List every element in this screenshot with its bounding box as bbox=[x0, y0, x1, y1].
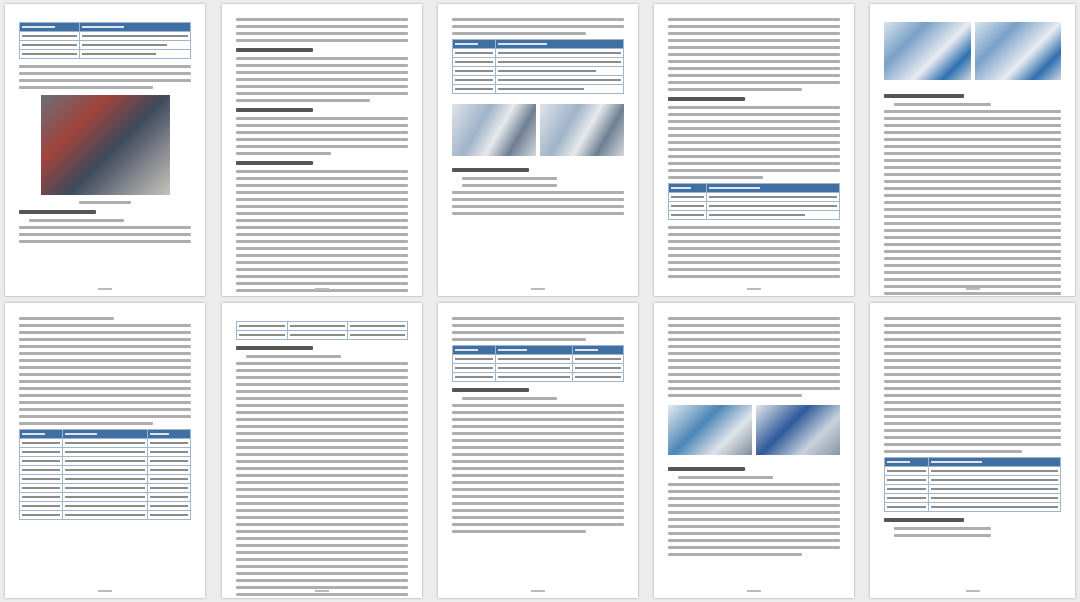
document-page-6[interactable] bbox=[5, 303, 205, 598]
workers-photo bbox=[41, 95, 170, 195]
document-page-10[interactable] bbox=[870, 303, 1075, 598]
equipment-photo-right bbox=[975, 22, 1062, 80]
document-page-8[interactable] bbox=[438, 303, 638, 598]
equipment-photo-left bbox=[884, 22, 971, 80]
page-number bbox=[98, 288, 112, 290]
lab-photo-right bbox=[540, 104, 624, 156]
document-page-2[interactable] bbox=[222, 4, 422, 296]
page-number bbox=[531, 590, 545, 592]
document-page-1[interactable] bbox=[5, 4, 205, 296]
meter-photo bbox=[756, 405, 840, 455]
page-number bbox=[531, 288, 545, 290]
page-number bbox=[747, 590, 761, 592]
page-table bbox=[452, 39, 624, 94]
lab-photo-left bbox=[452, 104, 536, 156]
page-number bbox=[315, 288, 329, 290]
document-page-4[interactable] bbox=[654, 4, 854, 296]
page-table bbox=[19, 22, 191, 59]
page-table bbox=[452, 345, 624, 382]
document-page-5[interactable] bbox=[870, 4, 1075, 296]
page-number bbox=[98, 590, 112, 592]
document-page-7[interactable] bbox=[222, 303, 422, 598]
page-number bbox=[966, 288, 980, 290]
page-table bbox=[668, 183, 840, 220]
document-page-9[interactable] bbox=[654, 303, 854, 598]
page-number bbox=[315, 590, 329, 592]
page-number bbox=[747, 288, 761, 290]
pump-photo bbox=[668, 405, 752, 455]
document-page-3[interactable] bbox=[438, 4, 638, 296]
page-number bbox=[966, 590, 980, 592]
page-table bbox=[19, 429, 191, 520]
page-table bbox=[884, 457, 1061, 512]
page-table bbox=[236, 321, 408, 340]
